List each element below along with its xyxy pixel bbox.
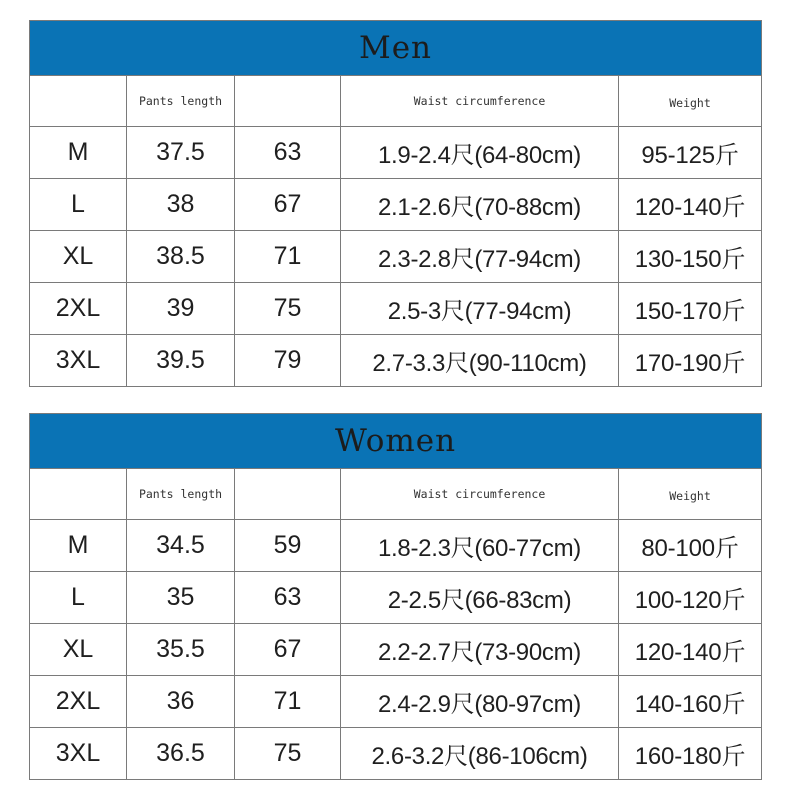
unlabeled-value-cell: 71 [235,676,341,728]
women-header-row [30,469,762,520]
size-cell: XL [30,624,127,676]
waist-cell: 2.3-2.8尺(77-94cm) [341,231,619,283]
pants-length-cell: 36.5 [127,728,235,780]
women-header-pants-length: Pants length [127,469,235,520]
unlabeled-value-cell: 71 [235,231,341,283]
waist-cell: 2.2-2.7尺(73-90cm) [341,624,619,676]
weight-cell: 140-160斤 [619,676,762,728]
table-row [30,728,762,780]
men-header-blank [235,76,341,127]
size-cell: XL [30,231,127,283]
waist-cell: 2.1-2.6尺(70-88cm) [341,179,619,231]
women-title-row [30,414,762,469]
women-header-waist: Waist circumference [341,469,619,520]
waist-cell: 1.9-2.4尺(64-80cm) [341,127,619,179]
table-row [30,335,762,387]
women-size-table [29,413,762,780]
men-header-pants-length: Pants length [127,76,235,127]
weight-cell: 170-190斤 [619,335,762,387]
unlabeled-value-cell: 75 [235,283,341,335]
unlabeled-value-cell: 67 [235,179,341,231]
waist-cell: 2-2.5尺(66-83cm) [341,572,619,624]
pants-length-cell: 39.5 [127,335,235,387]
table-row [30,572,762,624]
weight-cell: 150-170斤 [619,283,762,335]
men-header-row [30,76,762,127]
size-cell: M [30,127,127,179]
table-row [30,231,762,283]
waist-cell: 2.7-3.3尺(90-110cm) [341,335,619,387]
pants-length-cell: 39 [127,283,235,335]
women-header-weight: Weight [619,469,762,520]
size-cell: 3XL [30,728,127,780]
men-header-weight: Weight [619,76,762,127]
size-cell: L [30,179,127,231]
women-table-title: Women [30,414,762,469]
unlabeled-value-cell: 59 [235,520,341,572]
unlabeled-value-cell: 75 [235,728,341,780]
unlabeled-value-cell: 67 [235,624,341,676]
men-size-table [29,20,762,387]
weight-cell: 120-140斤 [619,624,762,676]
table-row [30,179,762,231]
weight-cell: 100-120斤 [619,572,762,624]
weight-cell: 95-125斤 [619,127,762,179]
waist-cell: 2.4-2.9尺(80-97cm) [341,676,619,728]
weight-cell: 130-150斤 [619,231,762,283]
unlabeled-value-cell: 63 [235,127,341,179]
waist-cell: 2.6-3.2尺(86-106cm) [341,728,619,780]
table-row [30,127,762,179]
pants-length-cell: 38.5 [127,231,235,283]
size-cell: M [30,520,127,572]
size-cell: 2XL [30,676,127,728]
waist-cell: 1.8-2.3尺(60-77cm) [341,520,619,572]
table-row [30,283,762,335]
women-header-blank [235,469,341,520]
women-header-size [30,469,127,520]
table-row [30,624,762,676]
pants-length-cell: 38 [127,179,235,231]
size-cell: 3XL [30,335,127,387]
pants-length-cell: 36 [127,676,235,728]
pants-length-cell: 37.5 [127,127,235,179]
men-header-waist: Waist circumference [341,76,619,127]
men-table-title: Men [30,21,762,76]
waist-cell: 2.5-3尺(77-94cm) [341,283,619,335]
unlabeled-value-cell: 79 [235,335,341,387]
pants-length-cell: 35.5 [127,624,235,676]
unlabeled-value-cell: 63 [235,572,341,624]
weight-cell: 160-180斤 [619,728,762,780]
men-header-size [30,76,127,127]
size-cell: L [30,572,127,624]
pants-length-cell: 35 [127,572,235,624]
size-cell: 2XL [30,283,127,335]
weight-cell: 80-100斤 [619,520,762,572]
table-row [30,520,762,572]
table-row [30,676,762,728]
pants-length-cell: 34.5 [127,520,235,572]
men-title-row [30,21,762,76]
weight-cell: 120-140斤 [619,179,762,231]
